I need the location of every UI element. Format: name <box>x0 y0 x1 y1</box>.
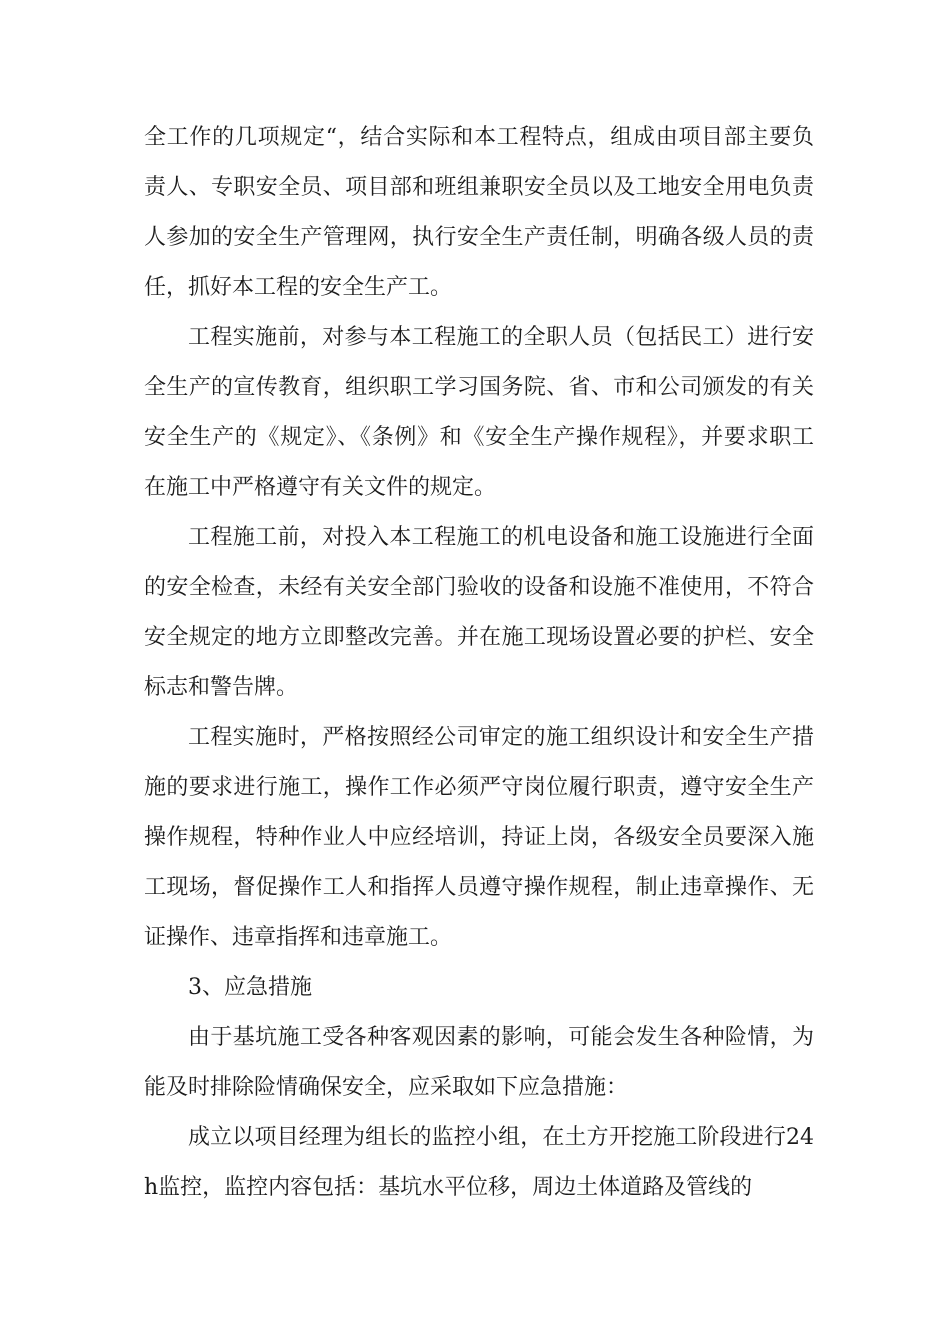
body-text <box>144 113 814 1213</box>
section-heading: 3、应急措施 <box>188 975 312 1000</box>
paragraph-1: 全工作的几项规定“，结合实际和本工程特点，组成由项目部主要负责人、专职安全员、项目部和班组兼职安全员以及工地安全用电负责人参加的安全生产管理网，执行安全生产责任制，明确各级人员的责任，抓好本工程的安全生产工。 <box>144 125 814 300</box>
paragraph-4: 工程实施时，严格按照经公司审定的施工组织设计和安全生产措施的要求进行施工，操作工作必须严守岗位履行职责，遵守安全生产操作规程，特种作业人中应经培训，持证上岗，各级安全员要深入施工现场，督促操作工人和指挥人员遵守操作规程，制止违章操作、无证操作、违章指挥和违章施工。 <box>144 725 814 950</box>
paragraph-3: 工程施工前，对投入本工程施工的机电设备和施工设施进行全面的安全检查，未经有关安全部门验收的设备和设施不准使用，不符合安全规定的地方立即整改完善。并在施工现场设置必要的护栏、安全标志和警告牌。 <box>144 525 814 700</box>
paragraph-5: 由于基坑施工受各种客观因素的影响，可能会发生各种险情，为能及时排除险情确保安全，应采取如下应急措施： <box>144 1025 814 1100</box>
paragraph-6: 成立以项目经理为组长的监控小组，在土方开挖施工阶段进行24 h监控，监控内容包括：基坑水平位移，周边土体道路及管线的 <box>144 1125 814 1200</box>
paragraph-2: 工程实施前，对参与本工程施工的全职人员（包括民工）进行安全生产的宣传教育，组织职工学习国务院、省、市和公司颁发的有关安全生产的《规定》、《条例》和《安全生产操作规程》，并要求职工在施工中严格遵守有关文件的规定。 <box>144 325 814 500</box>
